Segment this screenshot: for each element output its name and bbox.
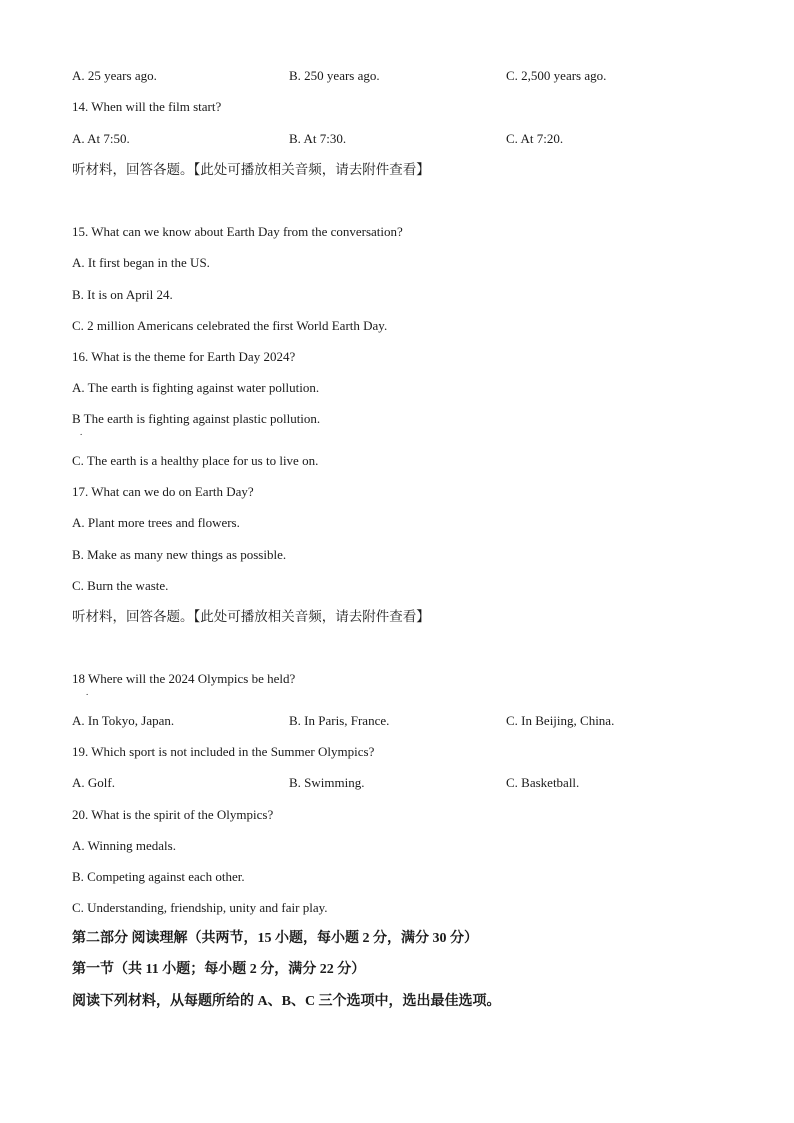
q17-option-c: C. Burn the waste. <box>72 578 169 593</box>
q17-option-b: B. Make as many new things as possible. <box>72 547 287 562</box>
q15-option-a: A. It first began in the US. <box>72 255 210 270</box>
q19-question: 19. Which sport is not included in the Summer Olympics? <box>72 744 375 759</box>
q14-question: 14. When will the film start? <box>72 99 222 114</box>
section-1-heading: 第一节（共 11 小题；每小题 2 分，满分 22 分） <box>72 962 366 977</box>
q14-option-c: C. At 7:20. <box>506 131 564 146</box>
q16-option-b: B The earth is fighting against plastic pollution. <box>72 411 321 426</box>
q20-option-c: C. Understanding, friendship, unity and fair play. <box>72 900 328 915</box>
q14-option-b: B. At 7:30. <box>289 131 347 146</box>
reading-instruction: 阅读下列材料，从每题所给的 A、B、C 三个选项中，选出最佳选项。 <box>72 994 501 1009</box>
q20-option-b: B. Competing against each other. <box>72 869 245 884</box>
q16-option-a: A. The earth is fighting against water pollution. <box>72 380 320 395</box>
q16-question: 16. What is the theme for Earth Day 2024? <box>72 349 296 364</box>
q14-option-a: A. At 7:50. <box>72 131 130 146</box>
q18-question: 18 Where will the 2024 Olympics be held? <box>72 671 296 686</box>
q15-question: 15. What can we know about Earth Day from the conversation? <box>72 224 403 239</box>
q19-option-b: B. Swimming. <box>289 775 365 790</box>
q20-question: 20. What is the spirit of the Olympics? <box>72 807 274 822</box>
audio-instruction-1: 听材料，回答各题。【此处可播放相关音频，请去附件查看】 <box>72 162 430 177</box>
q13-option-a: A. 25 years ago. <box>72 68 157 83</box>
q15-option-c: C. 2 million Americans celebrated the first World Earth Day. <box>72 318 388 333</box>
q19-option-a: A. Golf. <box>72 775 115 790</box>
q16-option-c: C. The earth is a healthy place for us to live on. <box>72 453 319 468</box>
q17-option-a: A. Plant more trees and flowers. <box>72 515 240 530</box>
stray-dot: . <box>86 687 89 697</box>
audio-instruction-2: 听材料，回答各题。【此处可播放相关音频，请去附件查看】 <box>72 609 430 624</box>
q18-option-a: A. In Tokyo, Japan. <box>72 713 175 728</box>
section-part2-heading: 第二部分 阅读理解（共两节，15 小题，每小题 2 分，满分 30 分） <box>72 931 478 946</box>
q17-question: 17. What can we do on Earth Day? <box>72 484 254 499</box>
q18-option-b: B. In Paris, France. <box>289 713 390 728</box>
q13-option-b: B. 250 years ago. <box>289 68 380 83</box>
q13-option-c: C. 2,500 years ago. <box>506 68 607 83</box>
q20-option-a: A. Winning medals. <box>72 838 176 853</box>
stray-dot: . <box>80 427 83 437</box>
q18-option-c: C. In Beijing, China. <box>506 713 615 728</box>
q15-option-b: B. It is on April 24. <box>72 287 173 302</box>
q19-option-c: C. Basketball. <box>506 775 580 790</box>
